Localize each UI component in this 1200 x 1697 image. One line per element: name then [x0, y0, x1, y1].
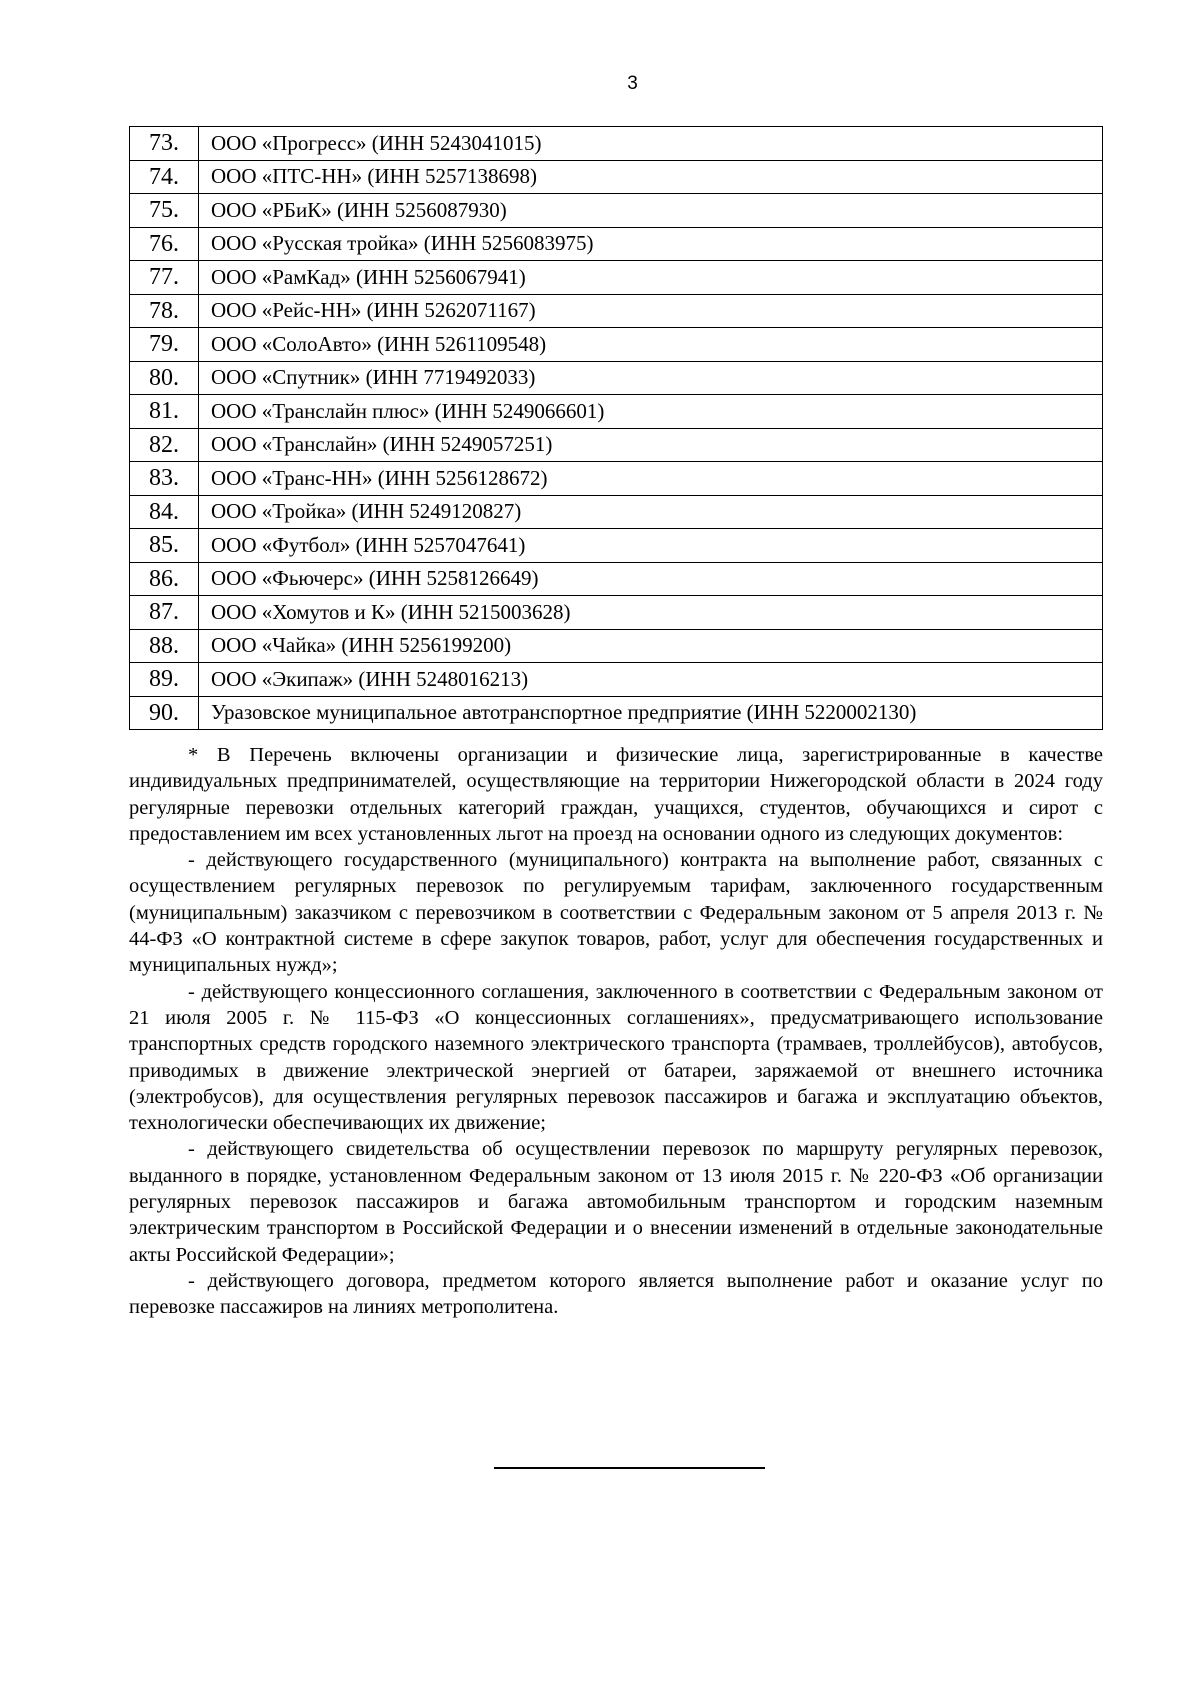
row-number: 81.	[130, 395, 199, 429]
organization-name: ООО «Транслайн плюс» (ИНН 5249066601)	[199, 395, 1103, 429]
row-number: 74.	[130, 160, 199, 194]
organization-name: ООО «Чайка» (ИНН 5256199200)	[199, 629, 1103, 663]
table-row	[130, 562, 1103, 596]
organization-name: ООО «ПТС-НН» (ИНН 5257138698)	[199, 160, 1103, 194]
row-number: 83.	[130, 462, 199, 496]
row-number: 88.	[130, 629, 199, 663]
table-row	[130, 127, 1103, 161]
organization-name: Уразовское муниципальное автотранспортное предприятие (ИНН 5220002130)	[199, 696, 1103, 730]
row-number: 82.	[130, 428, 199, 462]
table-row	[130, 629, 1103, 663]
table-row	[130, 361, 1103, 395]
row-number: 89.	[130, 663, 199, 697]
organization-name: ООО «Транслайн» (ИНН 5249057251)	[199, 428, 1103, 462]
table-row	[130, 462, 1103, 496]
row-number: 77.	[130, 261, 199, 295]
table-row	[130, 160, 1103, 194]
organization-name: ООО «Спутник» (ИНН 7719492033)	[199, 361, 1103, 395]
row-number: 75.	[130, 194, 199, 228]
row-number: 76.	[130, 227, 199, 261]
table-row	[130, 395, 1103, 429]
footnote-paragraph: - действующего договора, предметом которого является выполнение работ и оказание услуг по перевозке пассажиров на линиях метрополитена.	[129, 1269, 1103, 1319]
organization-name: ООО «Транс-НН» (ИНН 5256128672)	[199, 462, 1103, 496]
footnote-paragraph: * В Перечень включены организации и физические лица, зарегистрированные в качестве индивидуальных предпринимателей, осуществляющие на территории Нижегородской области в 2024 году регулярные перевозки отдельных категорий граждан, учащихся, студентов, обучающихся и сирот с предоставлением им всех установленных льгот на проезд на основании одного из следующих документов:	[129, 744, 1103, 845]
organization-name: ООО «СолоАвто» (ИНН 5261109548)	[199, 328, 1103, 362]
table-row	[130, 696, 1103, 730]
row-number: 80.	[130, 361, 199, 395]
organization-name: ООО «Фьючерс» (ИНН 5258126649)	[199, 562, 1103, 596]
row-number: 73.	[130, 127, 199, 161]
organization-name: ООО «Экипаж» (ИНН 5248016213)	[199, 663, 1103, 697]
organizations-table-body	[130, 127, 1103, 730]
table-row	[130, 596, 1103, 630]
organization-name: ООО «Рейс-НН» (ИНН 5262071167)	[199, 294, 1103, 328]
table-row	[130, 663, 1103, 697]
organization-name: ООО «Русская тройка» (ИНН 5256083975)	[199, 227, 1103, 261]
table-row	[130, 428, 1103, 462]
footnote-paragraph: - действующего концессионного соглашения, заключенного в соответствии с Федеральным законом от 21 июля 2005 г. № 115-ФЗ «О концессионных соглашениях», предусматривающего использование транспортных средств городского наземного электрического транспорта (трамваев, троллейбусов), автобусов, приводимых в движение электрической энергией от батареи, заряжаемой от внешнего источника (электробусов), для осуществления регулярных перевозок пассажиров и багажа и эксплуатацию объектов, технологически обеспечивающих их движение;	[129, 980, 1103, 1135]
organizations-table	[129, 126, 1103, 730]
table-row	[130, 495, 1103, 529]
organization-name: ООО «Прогресс» (ИНН 5243041015)	[199, 127, 1103, 161]
footnote-paragraph: - действующего государственного (муниципального) контракта на выполнение работ, связанных с осуществлением регулярных перевозок по регулируемым тарифам, заключенного государственным (муниципальным) заказчиком с перевозчиком в соответствии с Федеральным законом от 5 апреля 2013 г. № 44-ФЗ «О контрактной системе в сфере закупок товаров, работ, услуг для обеспечения государственных и муниципальных нужд»;	[129, 849, 1103, 977]
table-row	[130, 529, 1103, 563]
organization-name: ООО «Хомутов и К» (ИНН 5215003628)	[199, 596, 1103, 630]
table-row	[130, 227, 1103, 261]
footnote	[129, 742, 1103, 1321]
row-number: 87.	[130, 596, 199, 630]
row-number: 79.	[130, 328, 199, 362]
organization-name: ООО «Тройка» (ИНН 5249120827)	[199, 495, 1103, 529]
table-row	[130, 194, 1103, 228]
table-row	[130, 261, 1103, 295]
row-number: 84.	[130, 495, 199, 529]
row-number: 86.	[130, 562, 199, 596]
organization-name: ООО «РБиК» (ИНН 5256087930)	[199, 194, 1103, 228]
table-row	[130, 294, 1103, 328]
organization-name: ООО «РамКад» (ИНН 5256067941)	[199, 261, 1103, 295]
footnote-paragraph: - действующего свидетельства об осуществлении перевозок по маршруту регулярных перевозок, выданного в порядке, установленном Федеральным законом от 13 июля 2015 г. № 220-ФЗ «Об организации регулярных перевозок пассажиров и багажа автомобильным транспортом и городским наземным электрическим транспортом в Российской Федерации и о внесении изменений в отдельные законодательные акты Российской Федерации»;	[129, 1138, 1103, 1266]
row-number: 90.	[130, 696, 199, 730]
row-number: 78.	[130, 294, 199, 328]
separator-line	[494, 1467, 765, 1469]
row-number: 85.	[130, 529, 199, 563]
organization-name: ООО «Футбол» (ИНН 5257047641)	[199, 529, 1103, 563]
table-row	[130, 328, 1103, 362]
page-number: 3	[627, 73, 638, 94]
